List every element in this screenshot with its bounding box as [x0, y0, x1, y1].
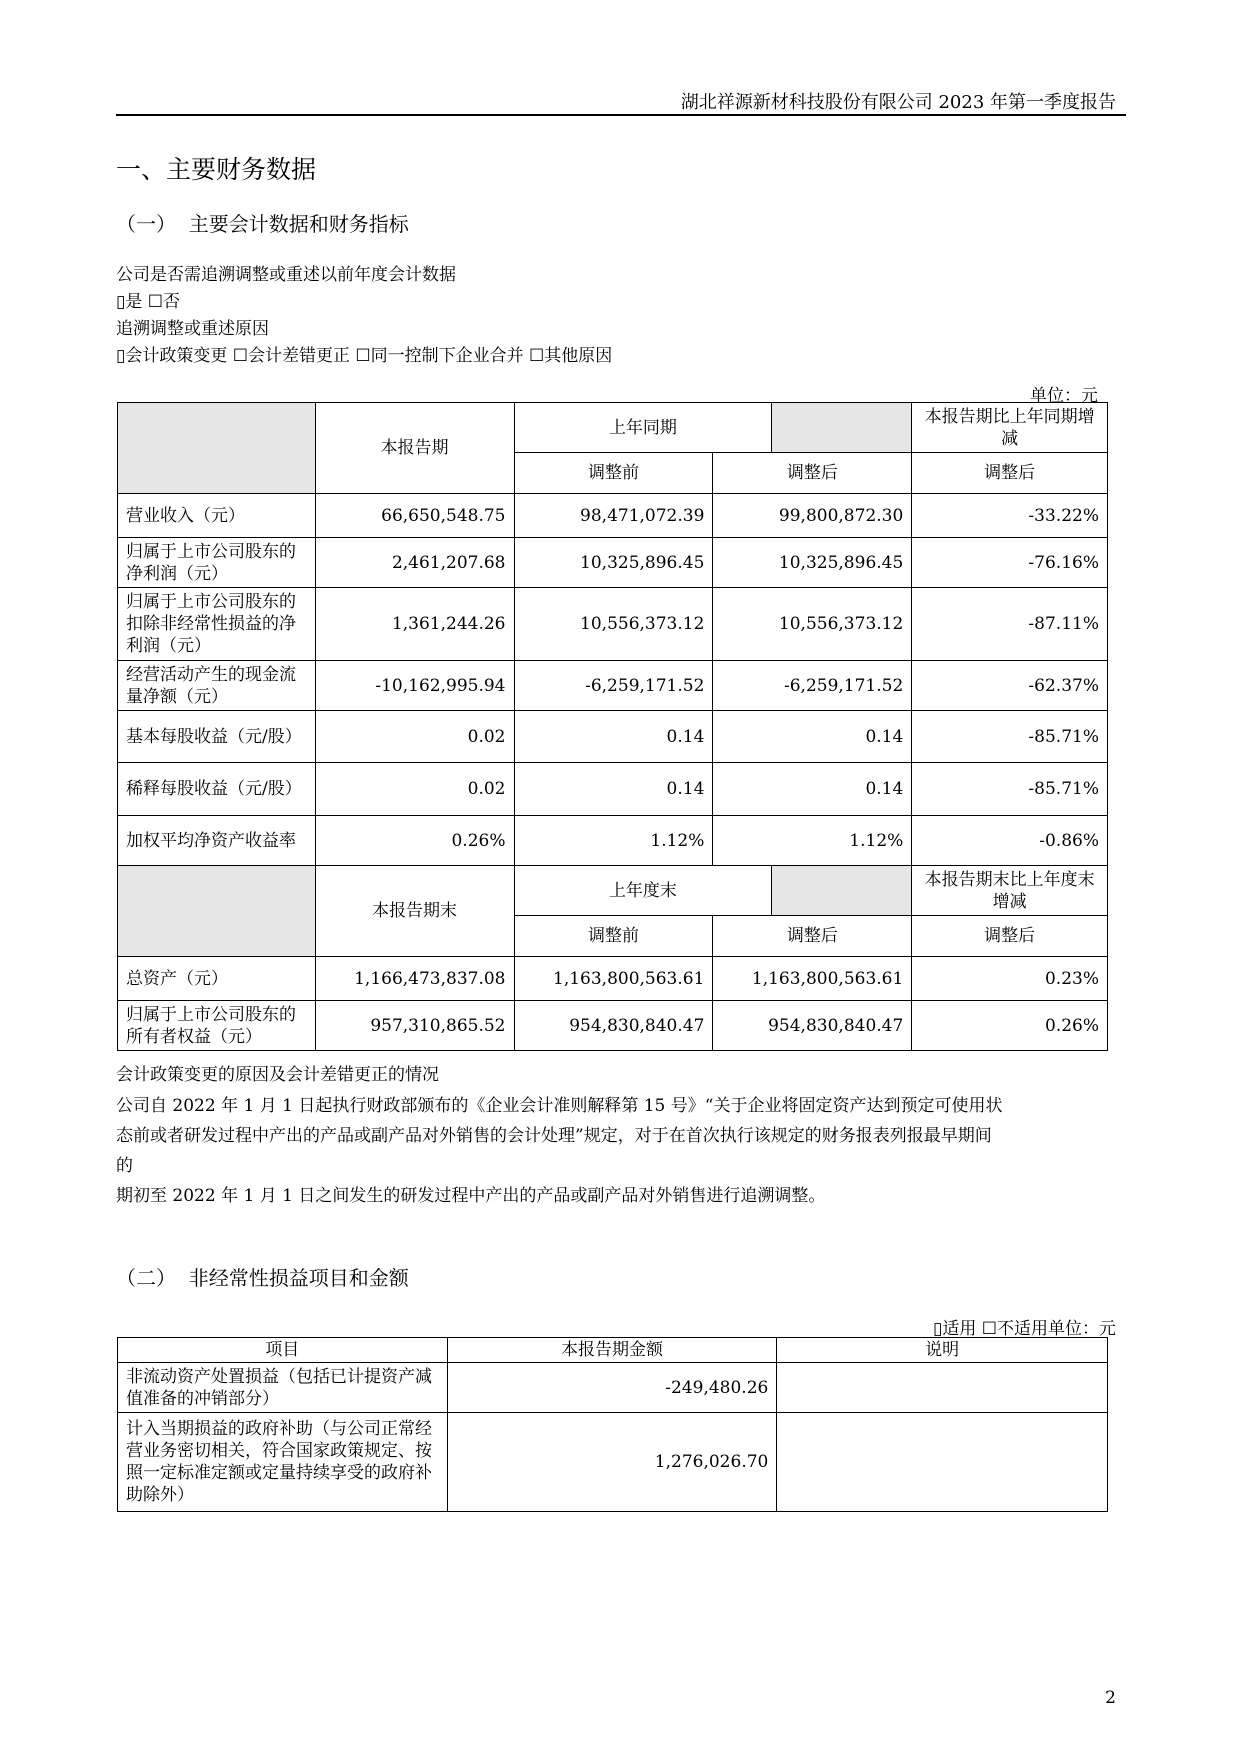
subsection-title: （一） 主要会计数据和财务指标	[116, 212, 409, 236]
row-after: 10,325,896.45	[713, 538, 912, 588]
row-label: 加权平均净资产收益率	[118, 816, 316, 866]
restate-reason-options: ▯会计政策变更 ☐会计差错更正 ☐同一控制下企业合并 ☐其他原因	[116, 346, 613, 366]
table-header-blank	[118, 866, 316, 957]
table-header-current: 本报告期	[315, 403, 514, 494]
row-item: 计入当期损益的政府补助（与公司正常经营业务密切相关，符合国家政策规定、按照一定标准定额或定量持续享受的政府补助除外）	[118, 1413, 448, 1512]
row-current: 2,461,207.68	[315, 538, 514, 588]
row-label: 稀释每股收益（元/股）	[118, 763, 316, 816]
row-amount: -249,480.26	[447, 1363, 777, 1413]
row-before: 1.12%	[514, 816, 713, 866]
section-title: 一、主要财务数据	[116, 155, 317, 184]
row-change: -62.37%	[912, 661, 1108, 711]
row-change: -87.11%	[912, 588, 1108, 661]
row-change: -0.86%	[912, 816, 1108, 866]
row-before: 98,471,072.39	[514, 494, 713, 538]
table2-unit-line: ▯适用 ☐不适用单位：元	[933, 1319, 1116, 1339]
table-header-blank	[772, 866, 912, 916]
policy-change-line: 公司自 2022 年 1 月 1 日起执行财政部颁布的《企业会计准则解释第 15 号》“关于企业将固定资产达到预定可使用状	[116, 1096, 1003, 1116]
table2-header-amount: 本报告期金额	[447, 1338, 777, 1363]
table-row	[118, 711, 1108, 763]
document-header-title: 湖北祥源新材科技股份有限公司 2023 年第一季度报告	[680, 92, 1116, 113]
row-amount: 1,276,026.70	[447, 1413, 777, 1512]
row-before: 954,830,840.47	[514, 1001, 713, 1051]
row-current: -10,162,995.94	[315, 661, 514, 711]
policy-change-title: 会计政策变更的原因及会计差错更正的情况	[116, 1065, 439, 1085]
table-header-blank	[772, 403, 912, 453]
row-before: 1,163,800,563.61	[514, 957, 713, 1001]
table-header-change: 本报告期比上年同期增减	[912, 403, 1108, 453]
row-change: -33.22%	[912, 494, 1108, 538]
policy-change-line: 态前或者研发过程中产出的产品或副产品对外销售的会计处理”规定，对于在首次执行该规定的财务报表列报最早期间	[116, 1126, 992, 1146]
row-note	[777, 1363, 1108, 1413]
table-header-before: 调整前	[514, 916, 713, 957]
restate-reason-label: 追溯调整或重述原因	[116, 319, 269, 339]
row-before: -6,259,171.52	[514, 661, 713, 711]
row-label: 归属于上市公司股东的净利润（元）	[118, 538, 316, 588]
row-item: 非流动资产处置损益（包括已计提资产减值准备的冲销部分）	[118, 1363, 448, 1413]
row-after: 1,163,800,563.61	[713, 957, 912, 1001]
row-label: 归属于上市公司股东的所有者权益（元）	[118, 1001, 316, 1051]
row-before: 0.14	[514, 763, 713, 816]
table-header-change-after: 调整后	[912, 916, 1108, 957]
table-row	[118, 1413, 1108, 1512]
table-header-prior: 上年同期	[514, 403, 772, 453]
table2-header-note: 说明	[777, 1338, 1108, 1363]
row-after: 0.14	[713, 711, 912, 763]
row-current: 0.02	[315, 711, 514, 763]
row-current: 66,650,548.75	[315, 494, 514, 538]
row-before: 10,556,373.12	[514, 588, 713, 661]
table2-header-item: 项目	[118, 1338, 448, 1363]
row-after: 10,556,373.12	[713, 588, 912, 661]
row-note	[777, 1413, 1108, 1512]
row-before: 0.14	[514, 711, 713, 763]
table-row	[118, 763, 1108, 816]
table-header-change-after: 调整后	[912, 453, 1108, 494]
row-after: 0.14	[713, 763, 912, 816]
row-label: 总资产（元）	[118, 957, 316, 1001]
row-after: -6,259,171.52	[713, 661, 912, 711]
row-change: -85.71%	[912, 711, 1108, 763]
row-after: 99,800,872.30	[713, 494, 912, 538]
table-row	[118, 588, 1108, 661]
table-header-after: 调整后	[713, 916, 912, 957]
restate-question: 公司是否需追溯调整或重述以前年度会计数据	[116, 265, 456, 285]
row-current: 0.26%	[315, 816, 514, 866]
table-row	[118, 538, 1108, 588]
table-row	[118, 1001, 1108, 1051]
row-after: 1.12%	[713, 816, 912, 866]
row-change: -85.71%	[912, 763, 1108, 816]
table-row	[118, 957, 1108, 1001]
row-current: 1,166,473,837.08	[315, 957, 514, 1001]
row-label: 经营活动产生的现金流量净额（元）	[118, 661, 316, 711]
table-row	[118, 816, 1108, 866]
table-header-current: 本报告期末	[315, 866, 514, 957]
row-current: 957,310,865.52	[315, 1001, 514, 1051]
row-after: 954,830,840.47	[713, 1001, 912, 1051]
row-change: 0.23%	[912, 957, 1108, 1001]
financial-data-table	[117, 402, 1108, 1051]
table-header-change: 本报告期末比上年度末增减	[912, 866, 1108, 916]
table-header-before: 调整前	[514, 453, 713, 494]
page-number: 2	[1105, 1688, 1116, 1708]
table-header-prior: 上年度末	[514, 866, 772, 916]
row-current: 0.02	[315, 763, 514, 816]
table-row	[118, 1363, 1108, 1413]
row-change: 0.26%	[912, 1001, 1108, 1051]
table-header-blank	[118, 403, 316, 494]
row-change: -76.16%	[912, 538, 1108, 588]
non-recurring-items-table	[117, 1337, 1108, 1512]
row-label: 归属于上市公司股东的扣除非经常性损益的净利润（元）	[118, 588, 316, 661]
policy-change-line: 的	[116, 1156, 133, 1176]
table-row	[118, 661, 1108, 711]
subsection-title: （二） 非经常性损益项目和金额	[116, 1266, 409, 1290]
restate-options: ▯是 ☐否	[116, 292, 180, 312]
row-before: 10,325,896.45	[514, 538, 713, 588]
header-divider	[116, 114, 1126, 116]
row-current: 1,361,244.26	[315, 588, 514, 661]
table-header-after: 调整后	[713, 453, 912, 494]
table1-unit: 单位：元	[1030, 386, 1098, 406]
policy-change-line: 期初至 2022 年 1 月 1 日之间发生的研发过程中产出的产品或副产品对外销售进行追溯调整。	[116, 1186, 826, 1206]
row-label: 营业收入（元）	[118, 494, 316, 538]
row-label: 基本每股收益（元/股）	[118, 711, 316, 763]
table-row	[118, 494, 1108, 538]
